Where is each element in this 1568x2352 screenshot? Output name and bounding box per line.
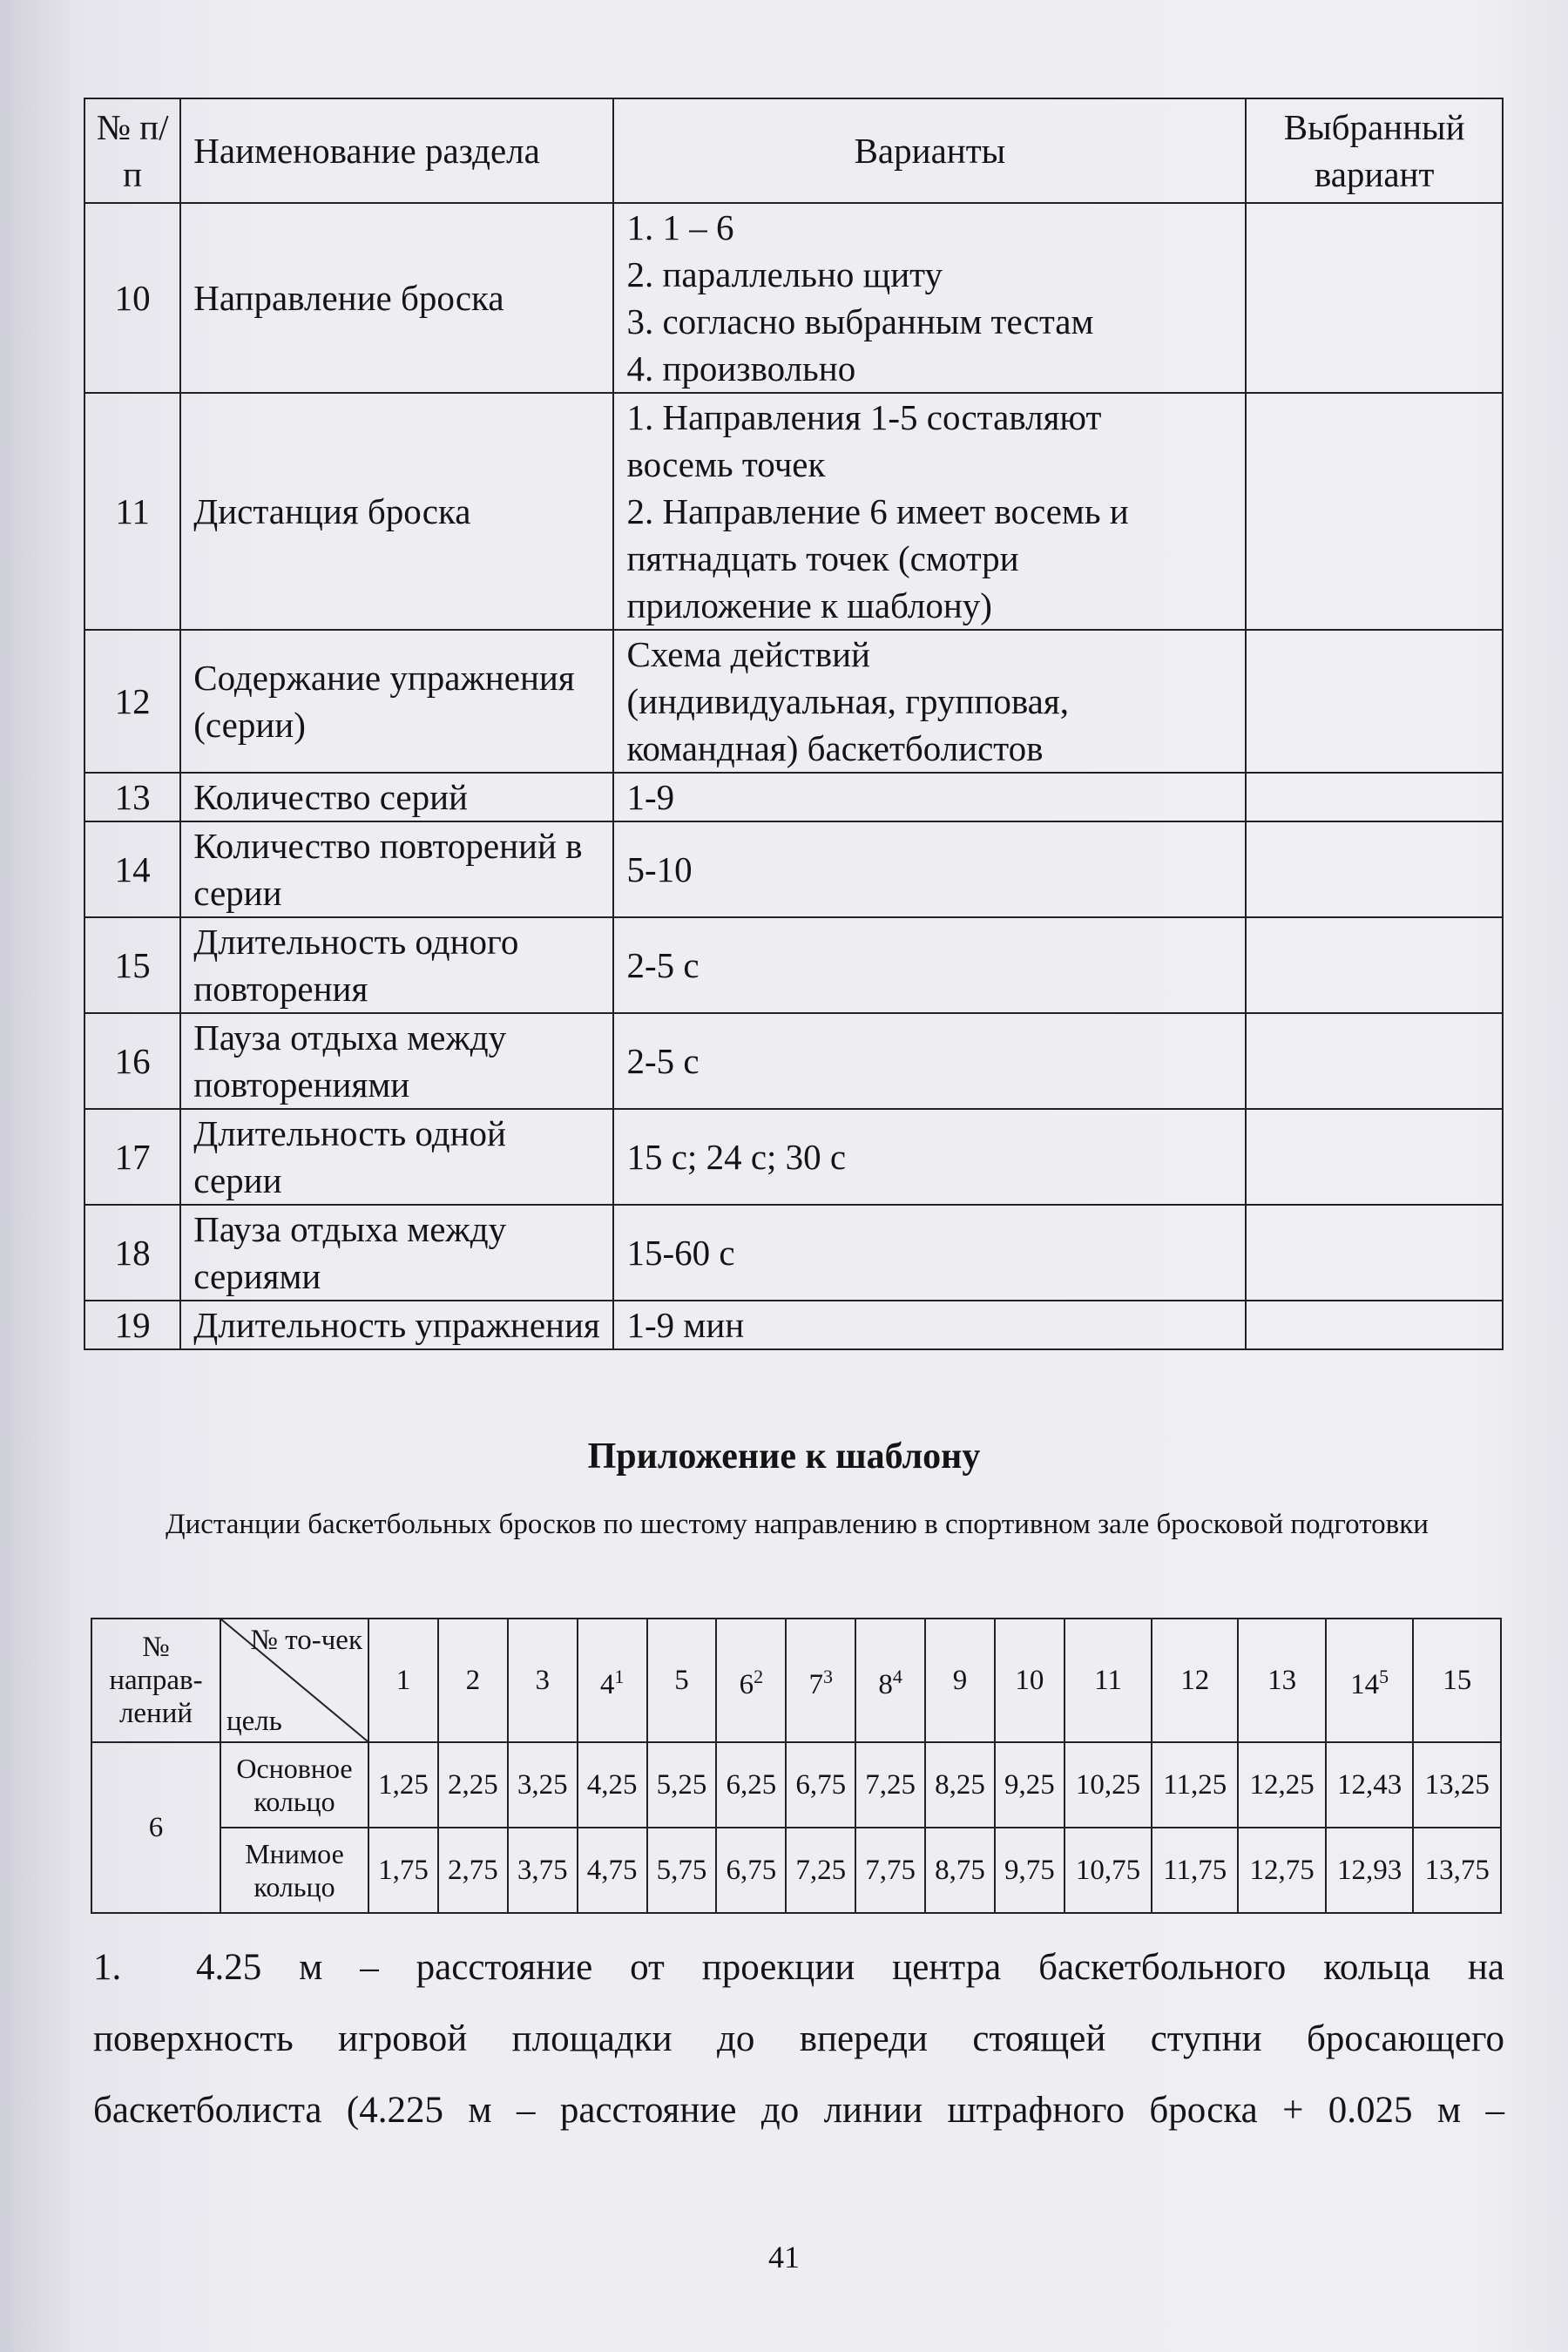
page-number: 41: [768, 2240, 800, 2274]
template-table-header: [84, 98, 1503, 203]
distance-value: 6,25: [716, 1742, 786, 1828]
variant-line: Схема действий: [626, 634, 870, 674]
variant-line: 3. согласно выбранным тестам: [626, 301, 1094, 341]
template-table-body: [84, 203, 1503, 1349]
distance-row: [91, 1828, 1501, 1913]
row-number: 12: [84, 630, 180, 773]
variant-line: 2. Направление 6 имеет восемь и: [626, 491, 1129, 531]
variants-cell: [613, 393, 1246, 630]
point-number: 13: [1267, 1665, 1297, 1696]
distance-value: 13,25: [1413, 1742, 1501, 1828]
point-header: [1326, 1619, 1414, 1742]
variant-line: 15-60 с: [626, 1233, 735, 1273]
variant-line: 5-10: [626, 849, 693, 889]
variants-cell: [613, 203, 1246, 393]
selected-variant-cell[interactable]: [1246, 203, 1503, 393]
section-name: Направление броска: [180, 203, 613, 393]
selected-variant-cell[interactable]: [1246, 821, 1503, 917]
distance-value: 2,25: [438, 1742, 508, 1828]
variant-line: (индивидуальная, групповая,: [626, 681, 1069, 721]
variants-cell: [613, 1109, 1246, 1205]
variants-cell: [613, 773, 1246, 821]
point-number: 9: [952, 1665, 968, 1696]
header-selected-variant: [1246, 98, 1503, 203]
distance-value: 9,75: [995, 1828, 1064, 1913]
variants-cell: [613, 821, 1246, 917]
variant-line: 1-9 мин: [626, 1305, 745, 1345]
header-number-label: № п/п: [96, 107, 169, 194]
distance-value: 11,75: [1152, 1828, 1238, 1913]
selected-variant-cell[interactable]: [1246, 393, 1503, 630]
point-header: [786, 1619, 855, 1742]
variant-line: 2-5 с: [626, 1041, 700, 1081]
point-header: [647, 1619, 717, 1742]
header-selected-line2: вариант: [1314, 154, 1435, 194]
distance-value: 9,25: [995, 1742, 1064, 1828]
footnote-text: 4.25 м – расстояние от проекции центра баскетбольного кольца на: [196, 1947, 1504, 1988]
distance-value: 12,43: [1326, 1742, 1414, 1828]
distance-value: 4,75: [578, 1828, 647, 1913]
template-row: [84, 1013, 1503, 1109]
header-section-name: Наименование раздела: [180, 98, 613, 203]
appendix-title: Приложение к шаблону: [587, 1436, 981, 1477]
distance-value: 3,25: [508, 1742, 578, 1828]
section-name: Дистанция броска: [180, 393, 613, 630]
point-number: 15: [1443, 1665, 1472, 1696]
distance-value: 10,75: [1064, 1828, 1152, 1913]
header-selected-line1: Выбранный: [1283, 107, 1465, 147]
row-number: 11: [84, 393, 180, 630]
selected-variant-cell[interactable]: [1246, 1205, 1503, 1301]
footnote-reference: 4: [892, 1665, 902, 1687]
distance-value: 4,25: [578, 1742, 647, 1828]
template-row: [84, 393, 1503, 630]
template-row: [84, 1109, 1503, 1205]
variant-line: 2-5 с: [626, 945, 700, 985]
point-number: 14: [1350, 1668, 1380, 1700]
template-row: [84, 773, 1503, 821]
direction-number: 6: [91, 1742, 220, 1913]
point-header: [1152, 1619, 1238, 1742]
point-header: [925, 1619, 995, 1742]
distance-value: 6,75: [716, 1828, 786, 1913]
row-number: 14: [84, 821, 180, 917]
appendix-caption: Дистанции баскетбольных бросков по шестому направлению в спортивном зале бросковой подготовки: [166, 1509, 1429, 1540]
point-number: 5: [674, 1665, 689, 1696]
row-number: 15: [84, 917, 180, 1013]
selected-variant-cell[interactable]: [1246, 1109, 1503, 1205]
distance-value: 5,75: [647, 1828, 717, 1913]
point-header: [368, 1619, 438, 1742]
row-number: 17: [84, 1109, 180, 1205]
point-number: 11: [1094, 1665, 1122, 1696]
variants-cell: [613, 1301, 1246, 1349]
point-header: [438, 1619, 508, 1742]
variant-line: командная) баскетболистов: [626, 728, 1044, 768]
distance-value: 6,75: [786, 1742, 855, 1828]
variants-cell: [613, 1205, 1246, 1301]
distance-value: 10,25: [1064, 1742, 1152, 1828]
row-number: 19: [84, 1301, 180, 1349]
footnote-line: [93, 1932, 1504, 2004]
footnote-reference: 3: [822, 1665, 833, 1687]
template-row: [84, 1205, 1503, 1301]
variant-line: 1-9: [626, 777, 675, 817]
target-label: Мнимое кольцо: [220, 1828, 368, 1913]
section-name: Количество серий: [180, 773, 613, 821]
selected-variant-cell[interactable]: [1246, 630, 1503, 773]
distance-value: 8,75: [925, 1828, 995, 1913]
header-number: [84, 98, 180, 203]
selected-variant-cell[interactable]: [1246, 773, 1503, 821]
section-name: Содержание упражнения (серии): [180, 630, 613, 773]
variants-cell: [613, 630, 1246, 773]
point-header: [508, 1619, 578, 1742]
header-variants: Варианты: [613, 98, 1246, 203]
point-header: [1413, 1619, 1501, 1742]
header-target-label: цель: [226, 1706, 282, 1737]
point-number: 8: [878, 1668, 893, 1700]
template-row: [84, 630, 1503, 773]
distance-value: 11,25: [1152, 1742, 1238, 1828]
template-row: [84, 203, 1503, 393]
distances-table-header: [91, 1619, 1501, 1742]
point-header: [995, 1619, 1064, 1742]
distance-value: 5,25: [647, 1742, 717, 1828]
distance-value: 12,93: [1326, 1828, 1414, 1913]
variants-cell: [613, 1013, 1246, 1109]
variant-line: восемь точек: [626, 444, 826, 484]
point-number: 1: [395, 1665, 411, 1696]
variant-line: 15 с; 24 с; 30 с: [626, 1137, 847, 1177]
point-number: 7: [808, 1668, 823, 1700]
header-directions-label: № направ-лений: [109, 1632, 203, 1729]
variant-line: 1. Направления 1-5 составляют: [626, 397, 1102, 437]
header-points-target: [220, 1619, 368, 1742]
template-row: [84, 1301, 1503, 1349]
footnote-reference: 5: [1379, 1665, 1389, 1687]
footnote-line: поверхность игровой площадки до впереди стоящей ступни бросающего: [93, 2018, 1504, 2059]
distance-value: 1,25: [368, 1742, 438, 1828]
section-name: Длительность упражнения: [180, 1301, 613, 1349]
selected-variant-cell[interactable]: [1246, 1301, 1503, 1349]
distance-value: 8,25: [925, 1742, 995, 1828]
row-number: 18: [84, 1205, 180, 1301]
footnote-reference: 1: [614, 1665, 625, 1687]
point-number: 4: [599, 1668, 615, 1700]
distance-value: 2,75: [438, 1828, 508, 1913]
row-number: 13: [84, 773, 180, 821]
template-row: [84, 821, 1503, 917]
point-header: [716, 1619, 786, 1742]
variant-line: пятнадцать точек (смотри: [626, 538, 1019, 578]
section-name: Пауза отдыха между повторениями: [180, 1013, 613, 1109]
section-name: Длительность одной серии: [180, 1109, 613, 1205]
point-header: [855, 1619, 925, 1742]
point-header: [1064, 1619, 1152, 1742]
template-table: [84, 98, 1504, 1350]
distances-table: [91, 1618, 1502, 1914]
footnote-line: баскетболиста (4.225 м – расстояние до линии штрафного броска + 0.025 м –: [93, 2090, 1504, 2131]
variant-line: приложение к шаблону): [626, 585, 992, 625]
variant-line: 1. 1 – 6: [626, 207, 734, 247]
point-number: 2: [465, 1665, 481, 1696]
header-points-label: № то-чек: [250, 1625, 362, 1656]
row-number: 16: [84, 1013, 180, 1109]
footnote-number: 1.: [93, 1947, 122, 1988]
point-number: 12: [1180, 1665, 1210, 1696]
distances-table-body: [91, 1742, 1501, 1913]
footnote: [93, 1932, 1504, 2146]
variant-line: 4. произвольно: [626, 348, 856, 389]
point-number: 10: [1015, 1665, 1044, 1696]
distance-value: 1,75: [368, 1828, 438, 1913]
point-number: 3: [535, 1665, 550, 1696]
point-number: 6: [739, 1668, 754, 1700]
section-name: Количество повторений в серии: [180, 821, 613, 917]
header-directions: [91, 1619, 220, 1742]
point-header: [578, 1619, 647, 1742]
distance-value: 7,25: [786, 1828, 855, 1913]
row-number: 10: [84, 203, 180, 393]
variants-cell: [613, 917, 1246, 1013]
distance-value: 12,75: [1238, 1828, 1326, 1913]
distance-value: 12,25: [1238, 1742, 1326, 1828]
distance-value: 13,75: [1413, 1828, 1501, 1913]
distance-value: 7,75: [855, 1828, 925, 1913]
variant-line: 2. параллельно щиту: [626, 254, 943, 294]
distance-value: 3,75: [508, 1828, 578, 1913]
section-name: Длительность одного повторения: [180, 917, 613, 1013]
target-label: Основное кольцо: [220, 1742, 368, 1828]
footnote-reference: 2: [754, 1665, 764, 1687]
template-row: [84, 917, 1503, 1013]
distance-value: 7,25: [855, 1742, 925, 1828]
selected-variant-cell[interactable]: [1246, 1013, 1503, 1109]
point-header: [1238, 1619, 1326, 1742]
distance-row: [91, 1742, 1501, 1828]
selected-variant-cell[interactable]: [1246, 917, 1503, 1013]
section-name: Пауза отдыха между сериями: [180, 1205, 613, 1301]
